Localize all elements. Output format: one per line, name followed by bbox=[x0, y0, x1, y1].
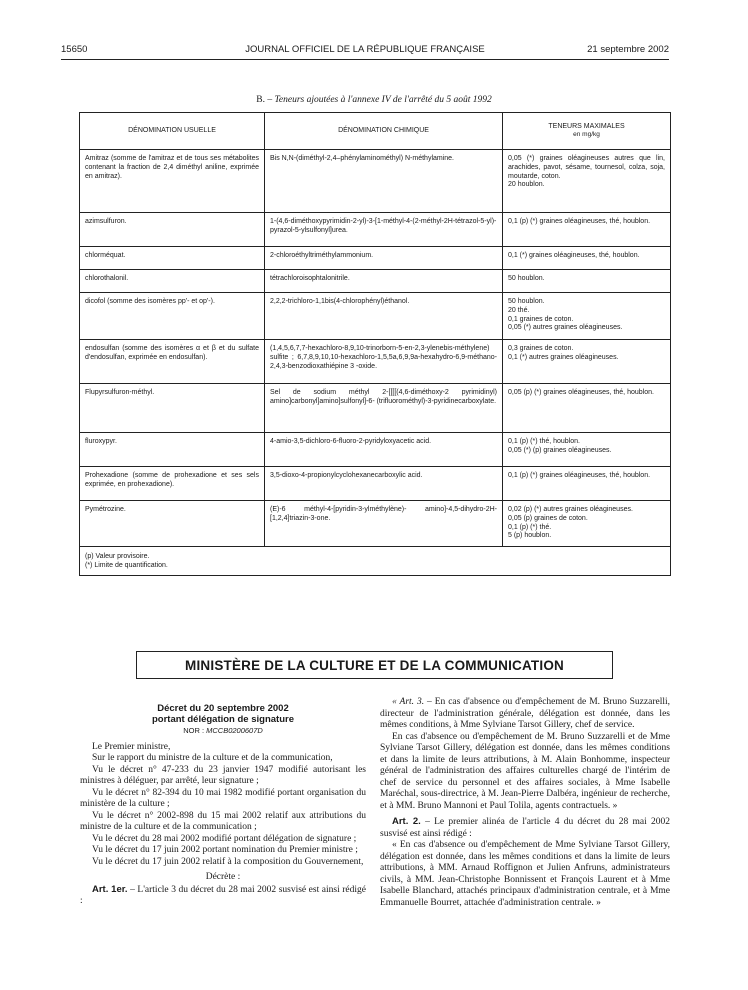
max-content-cell bbox=[503, 501, 671, 547]
header-max-unit: en mg/kg bbox=[573, 131, 600, 139]
article-3-label: « Art. 3. bbox=[392, 697, 425, 707]
usual-name-cell: Prohexadione (somme de prohexadione et ses sels exprimée, en prohexadione). bbox=[80, 467, 265, 501]
nor-reference bbox=[80, 725, 366, 737]
max-content-line: 0,3 graines de coton. bbox=[508, 345, 574, 352]
table-notes bbox=[80, 547, 671, 576]
max-content-line: 50 houblon. bbox=[508, 298, 545, 305]
usual-name-cell: endosulfan (somme des isomères α et β et du sulfate d'endosulfan, exprimée en endosulfan). bbox=[80, 340, 265, 384]
table-header-row bbox=[80, 113, 671, 150]
table-row bbox=[80, 247, 671, 270]
nor-code: MCCB0200607D bbox=[206, 726, 263, 735]
issue-date: 21 septembre 2002 bbox=[587, 44, 669, 55]
max-content-line: 0,05 (*) (p) graines oléagineuses. bbox=[508, 446, 612, 454]
table-row bbox=[80, 213, 671, 247]
table-row bbox=[80, 467, 671, 501]
visa-paragraph: Vu le décret du 28 mai 2002 modifié portant délégation de signature ; bbox=[92, 833, 357, 844]
caption-prefix: B. – bbox=[256, 95, 275, 105]
article-1 bbox=[80, 884, 366, 908]
header-rule bbox=[61, 59, 669, 60]
max-content-cell bbox=[503, 270, 671, 293]
max-content-line: 0,05 (*) autres graines oléagineuses. bbox=[508, 324, 623, 332]
max-content-line: 0,1 (*) graines oléagineuses, thé, houblon. bbox=[508, 252, 640, 259]
pesticide-table bbox=[79, 112, 671, 576]
max-content-line: 0,05 (*) graines oléagineuses autres que lin, arachides, pavot, sésame, tournesol, colza, soja, moutarde, coton. bbox=[508, 155, 665, 180]
chemical-name-cell: Sel de sodium méthyl 2-[[[[(4,6-diméthoxy-2 pyrimidinyl) amino]carbonyl]amino]sulfonyl]-6- (trifluorométhyl)-3-pyridinecarboxylate. bbox=[265, 384, 503, 433]
max-content-line: 20 houblon. bbox=[508, 181, 545, 189]
visa-paragraph: Vu le décret n° 2002-898 du 15 mai 2002 relatif aux attributions du ministre de la culture et de la communication ; bbox=[80, 810, 366, 832]
article-2 bbox=[380, 816, 670, 840]
header-max-content bbox=[503, 113, 671, 150]
table-row bbox=[80, 270, 671, 293]
article-2-text: – Le premier alinéa de l'article 4 du décret du 28 mai 2002 susvisé est ainsi rédigé : bbox=[380, 817, 670, 839]
max-content-line: 0,1 (p) (*) graines oléagineuses, thé, houblon. bbox=[508, 218, 651, 225]
decree-title-line1: Décret du 20 septembre 2002 bbox=[157, 703, 289, 714]
decree-title bbox=[80, 703, 366, 725]
page-number: 15650 bbox=[61, 44, 88, 55]
header-max-title: TENEURS MAXIMALES bbox=[548, 122, 625, 130]
usual-name-cell: chlorothalonil. bbox=[80, 270, 265, 293]
chemical-name-cell: 2,2,2-trichloro-1,1bis(4-chlorophényl)éthanol. bbox=[265, 293, 503, 340]
max-content-line: 5 (p) houblon. bbox=[508, 532, 552, 540]
chemical-name-cell: (1,4,5,6,7,7-hexachloro-8,9,10-trinorborn-5-en-2,3-ylenebis-méthylene) sulfite ; 6,7,8,9,10,10-hexachloro-1,5,5a,6,9,9a-hexahydro-6,9-méthano-2,4,3-benzodioxathiépine 3 -oxide. bbox=[265, 340, 503, 384]
delegation-paragraph-2: « En cas d'absence ou d'empêchement de Mme Sylviane Tarsot Gillery, délégation est donnée, dans les mêmes conditions et dans la limite de leurs attributions, à MM. Arnaud Roffignon et Julien Anfruns, administrateurs civils, à MM. Jean-Christophe Bonnissent et François Laurent et à Mme Isabelle Blanchard, attachés principaux d'administration centrale, et à Mme Emmanuelle Bourret, attachée d'administration centrale. » bbox=[380, 840, 670, 908]
visa-paragraph: Vu le décret n° 47-233 du 23 janvier 1947 modifié autorisant les ministres à déléguer, par arrêté, leur signature ; bbox=[80, 764, 366, 786]
usual-name-cell: chlorméquat. bbox=[80, 247, 265, 270]
journal-title: JOURNAL OFFICIEL DE LA RÉPUBLIQUE FRANÇAISE bbox=[245, 44, 485, 55]
max-content-line: 20 thé. bbox=[508, 306, 530, 314]
decree-left-column bbox=[80, 703, 366, 908]
usual-name-cell: Amitraz (somme de l'amitraz et de tous ses métabolites contenant la fraction de 2,4 diméthyl aniline, exprimée en amitraz). bbox=[80, 150, 265, 213]
max-content-cell bbox=[503, 467, 671, 501]
max-content-line: 0,05 (p) graines de coton. bbox=[508, 514, 588, 522]
usual-name-cell: Flupyrsulfuron-méthyl. bbox=[80, 384, 265, 433]
nor-label: NOR : bbox=[183, 726, 207, 735]
note-provisional: (p) Valeur provisoire. bbox=[85, 553, 150, 560]
ministry-heading: MINISTÈRE DE LA CULTURE ET DE LA COMMUNICATION bbox=[136, 651, 613, 679]
page-header bbox=[61, 44, 669, 58]
max-content-line: 0,05 (p) (*) graines oléagineuses, thé, houblon. bbox=[508, 389, 654, 396]
article-1-text: – L'article 3 du décret du 28 mai 2002 susvisé est ainsi rédigé : bbox=[80, 884, 367, 906]
visa-paragraph: Le Premier ministre, bbox=[92, 741, 171, 752]
usual-name-cell: Pymétrozine. bbox=[80, 501, 265, 547]
table-row bbox=[80, 501, 671, 547]
usual-name-cell: fluroxypyr. bbox=[80, 433, 265, 467]
delegation-paragraph: En cas d'absence ou d'empêchement de M. Bruno Suzzarelli et de Mme Sylviane Tarsot Gillery, délégation est donnée, dans les mêmes conditions et dans la limite de leurs attributions, à M. Alain Bonhomme, inspecteur général de l'administration des affaires culturelles chargé de l'intérim de chef de service du personnel et des affaires sociales, à Mme Isabelle Maréchal, sous-directrice, à M. Jean-Pierre Dalbéra, ingénieur de recherche, et à MM. Bruno Mannoni et Paul Tolila, agents contractuels. » bbox=[380, 731, 670, 811]
max-content-line: 0,1 (p) (*) thé, houblon. bbox=[508, 438, 580, 445]
table-row bbox=[80, 433, 671, 467]
max-content-line: 0,1 (*) autres graines oléagineuses. bbox=[508, 353, 619, 361]
chemical-name-cell: (E)-6 méthyl-4-[pyridin-3-ylméthylène)- amino]-4,5-dihydro-2H-[1,2,4]triazin-3-one. bbox=[265, 501, 503, 547]
table-row bbox=[80, 340, 671, 384]
article-3-text: – En cas d'absence ou d'empêchement de M. Bruno Suzzarelli, directeur de l'administration générale, délégation est donnée, dans les mêmes conditions, à Mme Sylviane Tarsot Gillery, chef de service. bbox=[380, 697, 670, 730]
usual-name-cell: dicofol (somme des isomères pp'- et op'-). bbox=[80, 293, 265, 340]
visa-paragraph: Vu le décret n° 82-394 du 10 mai 1982 modifié portant organisation du ministère de la culture ; bbox=[80, 787, 366, 809]
header-usual-name: DÉNOMINATION USUELLE bbox=[80, 113, 265, 150]
max-content-cell bbox=[503, 213, 671, 247]
max-content-line: 0,1 graines de coton. bbox=[508, 315, 574, 323]
caption-text: Teneurs ajoutées à l'annexe IV de l'arrêté du 5 août 1992 bbox=[274, 95, 492, 105]
table-row bbox=[80, 384, 671, 433]
decrete-line: Décrète : bbox=[205, 872, 241, 882]
chemical-name-cell: 3,5-dioxo-4-propionylcyclohexanecarboxylic acid. bbox=[265, 467, 503, 501]
visa-paragraph: Vu le décret du 17 juin 2002 relatif à la composition du Gouvernement, bbox=[92, 856, 364, 867]
decree-title-line2: portant délégation de signature bbox=[152, 714, 294, 725]
max-content-cell bbox=[503, 247, 671, 270]
max-content-line: 0,1 (p) (*) thé. bbox=[508, 523, 552, 531]
max-content-cell bbox=[503, 384, 671, 433]
article-1-label: Art. 1er. bbox=[92, 883, 128, 895]
max-content-line: 0,02 (p) (*) autres graines oléagineuses. bbox=[508, 506, 633, 513]
table-row bbox=[80, 293, 671, 340]
chemical-name-cell: 4-amio-3,5-dichloro-6-fluoro-2-pyridyloxyacetic acid. bbox=[265, 433, 503, 467]
max-content-cell bbox=[503, 293, 671, 340]
article-2-label: Art. 2. bbox=[392, 816, 421, 827]
table-notes-row bbox=[80, 547, 671, 576]
table-row bbox=[80, 150, 671, 213]
max-content-cell bbox=[503, 150, 671, 213]
article-3-quote bbox=[380, 697, 670, 732]
chemical-name-cell: tétrachloroisophtalonitrile. bbox=[265, 270, 503, 293]
header-chemical-name: DÉNOMINATION CHIMIQUE bbox=[265, 113, 503, 150]
max-content-line: 50 houblon. bbox=[508, 275, 545, 282]
table-caption bbox=[0, 95, 748, 105]
note-quantification: (*) Limite de quantification. bbox=[85, 562, 168, 570]
chemical-name-cell: 1-(4,6-diméthoxypyrimidin-2-yl)-3-[1-méthyl-4-(2-méthyl-2H-tétrazol-5-yl)-pyrazol-5-ylsulfonyl]urea. bbox=[265, 213, 503, 247]
visa-paragraph: Vu le décret du 17 juin 2002 portant nomination du Premier ministre ; bbox=[92, 845, 358, 855]
usual-name-cell: azimsulfuron. bbox=[80, 213, 265, 247]
chemical-name-cell: Bis N,N-(diméthyl-2,4–phénylaminométhyl) N-méthylamine. bbox=[265, 150, 503, 213]
decree-right-column bbox=[380, 697, 670, 909]
max-content-cell bbox=[503, 433, 671, 467]
max-content-line: 0,1 (p) (*) graines oléagineuses, thé, houblon. bbox=[508, 472, 651, 479]
max-content-cell bbox=[503, 340, 671, 384]
visa-paragraph: Sur le rapport du ministre de la culture et de la communication, bbox=[92, 753, 333, 763]
chemical-name-cell: 2-chloroéthyltriméthylammonium. bbox=[265, 247, 503, 270]
